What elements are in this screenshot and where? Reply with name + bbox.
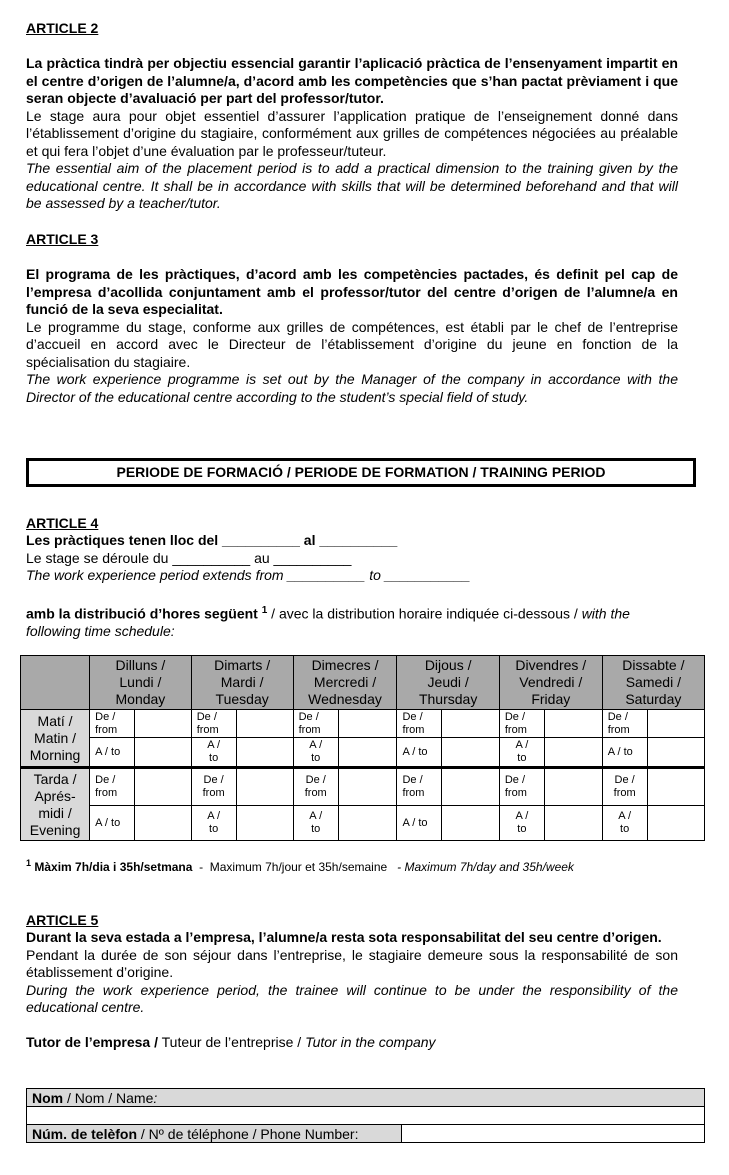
- article-3: [26, 231, 678, 406]
- day-header-wednesday: Dimecres / Mercredi / Wednesday: [293, 656, 397, 710]
- article-3-french: Le programme du stage, conforme aux grilles de compétences, est établi par le chef de l’entreprise d’accueil en accord avec le Directeur de l’établissement d’origine du jeune en fonction de la spécialisation du stagiaire.: [26, 318, 678, 370]
- article-3-catalan: El programa de les pràctiques, d’acord amb les competències pactades, és definit pel cap de l’empresa d’acollida conjuntament amb el professor/tutor del centre d’origen de l’alumne/a en funció de la seva especialitat.: [26, 266, 678, 317]
- tuesday-morning-to-field[interactable]: [236, 738, 293, 768]
- time-schedule-intro: [26, 602, 678, 641]
- article-4: [26, 515, 678, 640]
- to-label: A / to: [602, 738, 647, 768]
- thursday-morning-from-field[interactable]: [442, 710, 499, 738]
- wednesday-evening-from-field[interactable]: [338, 768, 397, 806]
- to-label: A / to: [90, 806, 135, 841]
- to-label: A / to: [293, 738, 338, 768]
- morning-to-row: [21, 738, 705, 768]
- monday-morning-to-field[interactable]: [134, 738, 191, 768]
- tutor-phone-field[interactable]: [402, 1125, 705, 1143]
- footnote-marker: 1: [261, 604, 268, 616]
- article-3-heading: ARTICLE 3: [26, 231, 99, 247]
- friday-morning-to-field[interactable]: [544, 738, 602, 768]
- thursday-evening-to-field[interactable]: [442, 806, 499, 841]
- tutor-french: Tuteur de l’entreprise /: [158, 1033, 306, 1050]
- footnote: [26, 858, 574, 874]
- from-label: De / from: [499, 768, 544, 806]
- wednesday-morning-to-field[interactable]: [338, 738, 397, 768]
- article-2: [26, 20, 678, 213]
- article-5-french: Pendant la durée de son séjour dans l’entreprise, le stagiaire demeure sous la responsabilité de son établissement d’origine.: [26, 946, 678, 980]
- from-label: De / from: [602, 768, 647, 806]
- tutor-phone-label: Núm. de telèfon / Nº de téléphone / Phone Number:: [27, 1125, 402, 1143]
- tuesday-morning-from-field[interactable]: [236, 710, 293, 738]
- time-schedule-table: [20, 655, 705, 841]
- article-2-heading: ARTICLE 2: [26, 20, 99, 36]
- training-period-banner: PERIODE DE FORMACIÓ / PERIODE DE FORMATION / TRAINING PERIOD: [26, 458, 696, 487]
- tutor-english: Tutor in the company: [305, 1033, 436, 1050]
- from-label: De / from: [397, 710, 442, 738]
- schedule-header-row: [21, 656, 705, 710]
- article-5-heading: ARTICLE 5: [26, 912, 99, 928]
- to-label: A / to: [191, 738, 236, 768]
- friday-morning-from-field[interactable]: [544, 710, 602, 738]
- monday-evening-to-field[interactable]: [134, 806, 191, 841]
- to-label: A / to: [602, 806, 647, 841]
- evening-to-row: [21, 806, 705, 841]
- wednesday-morning-from-field[interactable]: [338, 710, 397, 738]
- thursday-morning-to-field[interactable]: [442, 738, 499, 768]
- thursday-evening-from-field[interactable]: [442, 768, 499, 806]
- tuesday-evening-from-field[interactable]: [236, 768, 293, 806]
- company-tutor-heading: [26, 1034, 678, 1052]
- article-5: [26, 912, 678, 1051]
- article-4-english: The work experience period extends from __________ to ___________: [26, 567, 471, 583]
- article-4-french: Le stage se déroule du __________ au __________: [26, 549, 352, 566]
- day-header-friday: Divendres / Vendredi / Friday: [499, 656, 602, 710]
- to-label: A / to: [499, 738, 544, 768]
- tutor-details-table: [26, 1088, 705, 1143]
- footnote-english: - Maximum 7h/day and 35h/week: [397, 860, 574, 874]
- day-header-thursday: Dijous / Jeudi / Thursday: [397, 656, 499, 710]
- article-4-heading: ARTICLE 4: [26, 515, 99, 531]
- article-5-english: During the work experience period, the trainee will continue to be under the responsibility of the educational centre.: [26, 981, 678, 1015]
- morning-from-row: [21, 710, 705, 738]
- tutor-catalan: Tutor de l’empresa /: [26, 1033, 158, 1050]
- to-label: A / to: [90, 738, 135, 768]
- to-label: A / to: [293, 806, 338, 841]
- article-2-catalan: La pràctica tindrà per objectiu essencial garantir l’aplicació pràctica de l’ensenyament impartit en el centre d’origen de l’alumne/a, d’acord amb les competències que s’han pactat prèviament i que seran objecte d’avaluació per part del professor/tutor.: [26, 55, 678, 106]
- article-5-catalan: Durant la seva estada a l’empresa, l’alumne/a resta sota responsabilitat del seu centre d’origen.: [26, 929, 662, 945]
- to-label: A / to: [499, 806, 544, 841]
- schedule-corner-cell: [21, 656, 90, 710]
- from-label: De / from: [499, 710, 544, 738]
- from-label: De / from: [191, 710, 236, 738]
- tutor-name-value-row: [27, 1107, 705, 1125]
- article-2-french: Le stage aura pour objet essentiel d’assurer l’application pratique de l’enseignement donné dans l’établissement d’origine du stagiaire, conformément aux grilles de compétences négociées au préalable et qui fera l’objet d’une évaluation par le professeur/tuteur.: [26, 107, 678, 159]
- monday-morning-from-field[interactable]: [134, 710, 191, 738]
- day-header-monday: Dilluns / Lundi / Monday: [90, 656, 192, 710]
- footnote-french: - Maximum 7h/jour et 35h/semaine: [192, 860, 398, 874]
- from-label: De / from: [397, 768, 442, 806]
- wednesday-evening-to-field[interactable]: [338, 806, 397, 841]
- tuesday-evening-to-field[interactable]: [236, 806, 293, 841]
- monday-evening-from-field[interactable]: [134, 768, 191, 806]
- schedule-intro-french: / avec la distribution horaire indiquée ci-dessous /: [267, 605, 582, 622]
- saturday-evening-from-field[interactable]: [647, 768, 704, 806]
- evening-row-label: Tarda / Aprés- midi / Evening: [21, 768, 90, 841]
- schedule-intro-catalan: amb la distribució d’hores següent: [26, 605, 258, 622]
- from-label: De / from: [191, 768, 236, 806]
- tutor-phone-row: [27, 1125, 705, 1143]
- evening-from-row: [21, 768, 705, 806]
- footnote-number: 1: [26, 858, 32, 868]
- from-label: De / from: [90, 768, 135, 806]
- tutor-name-label-row: [27, 1089, 705, 1107]
- from-label: De / from: [293, 768, 338, 806]
- schedule-intro-english: with the following time schedule:: [26, 605, 630, 639]
- to-label: A / to: [397, 738, 442, 768]
- to-label: A / to: [397, 806, 442, 841]
- to-label: A / to: [191, 806, 236, 841]
- from-label: De / from: [602, 710, 647, 738]
- from-label: De / from: [293, 710, 338, 738]
- footnote-catalan: Màxim 7h/dia i 35h/setmana: [34, 860, 193, 874]
- friday-evening-from-field[interactable]: [544, 768, 602, 806]
- saturday-morning-to-field[interactable]: [647, 738, 704, 768]
- from-label: De / from: [90, 710, 135, 738]
- tutor-name-field[interactable]: [27, 1107, 705, 1125]
- saturday-evening-to-field[interactable]: [647, 806, 704, 841]
- friday-evening-to-field[interactable]: [544, 806, 602, 841]
- article-2-english: The essential aim of the placement period is to add a practical dimension to the training given by the educational centre. It shall be in accordance with skills that will be determined beforehand and that will be assessed by a teacher/tutor.: [26, 160, 678, 211]
- article-3-english: The work experience programme is set out by the Manager of the company in accordance with the Director of the educational centre according to the student’s special field of study.: [26, 371, 678, 405]
- saturday-morning-from-field[interactable]: [647, 710, 704, 738]
- day-header-tuesday: Dimarts / Mardi / Tuesday: [191, 656, 293, 710]
- article-4-catalan: Les pràctiques tenen lloc del __________ al __________: [26, 532, 398, 548]
- tutor-name-label: Nom / Nom / Name:: [27, 1089, 705, 1107]
- day-header-saturday: Dissabte / Samedi / Saturday: [602, 656, 704, 710]
- morning-row-label: Matí / Matin / Morning: [21, 710, 90, 768]
